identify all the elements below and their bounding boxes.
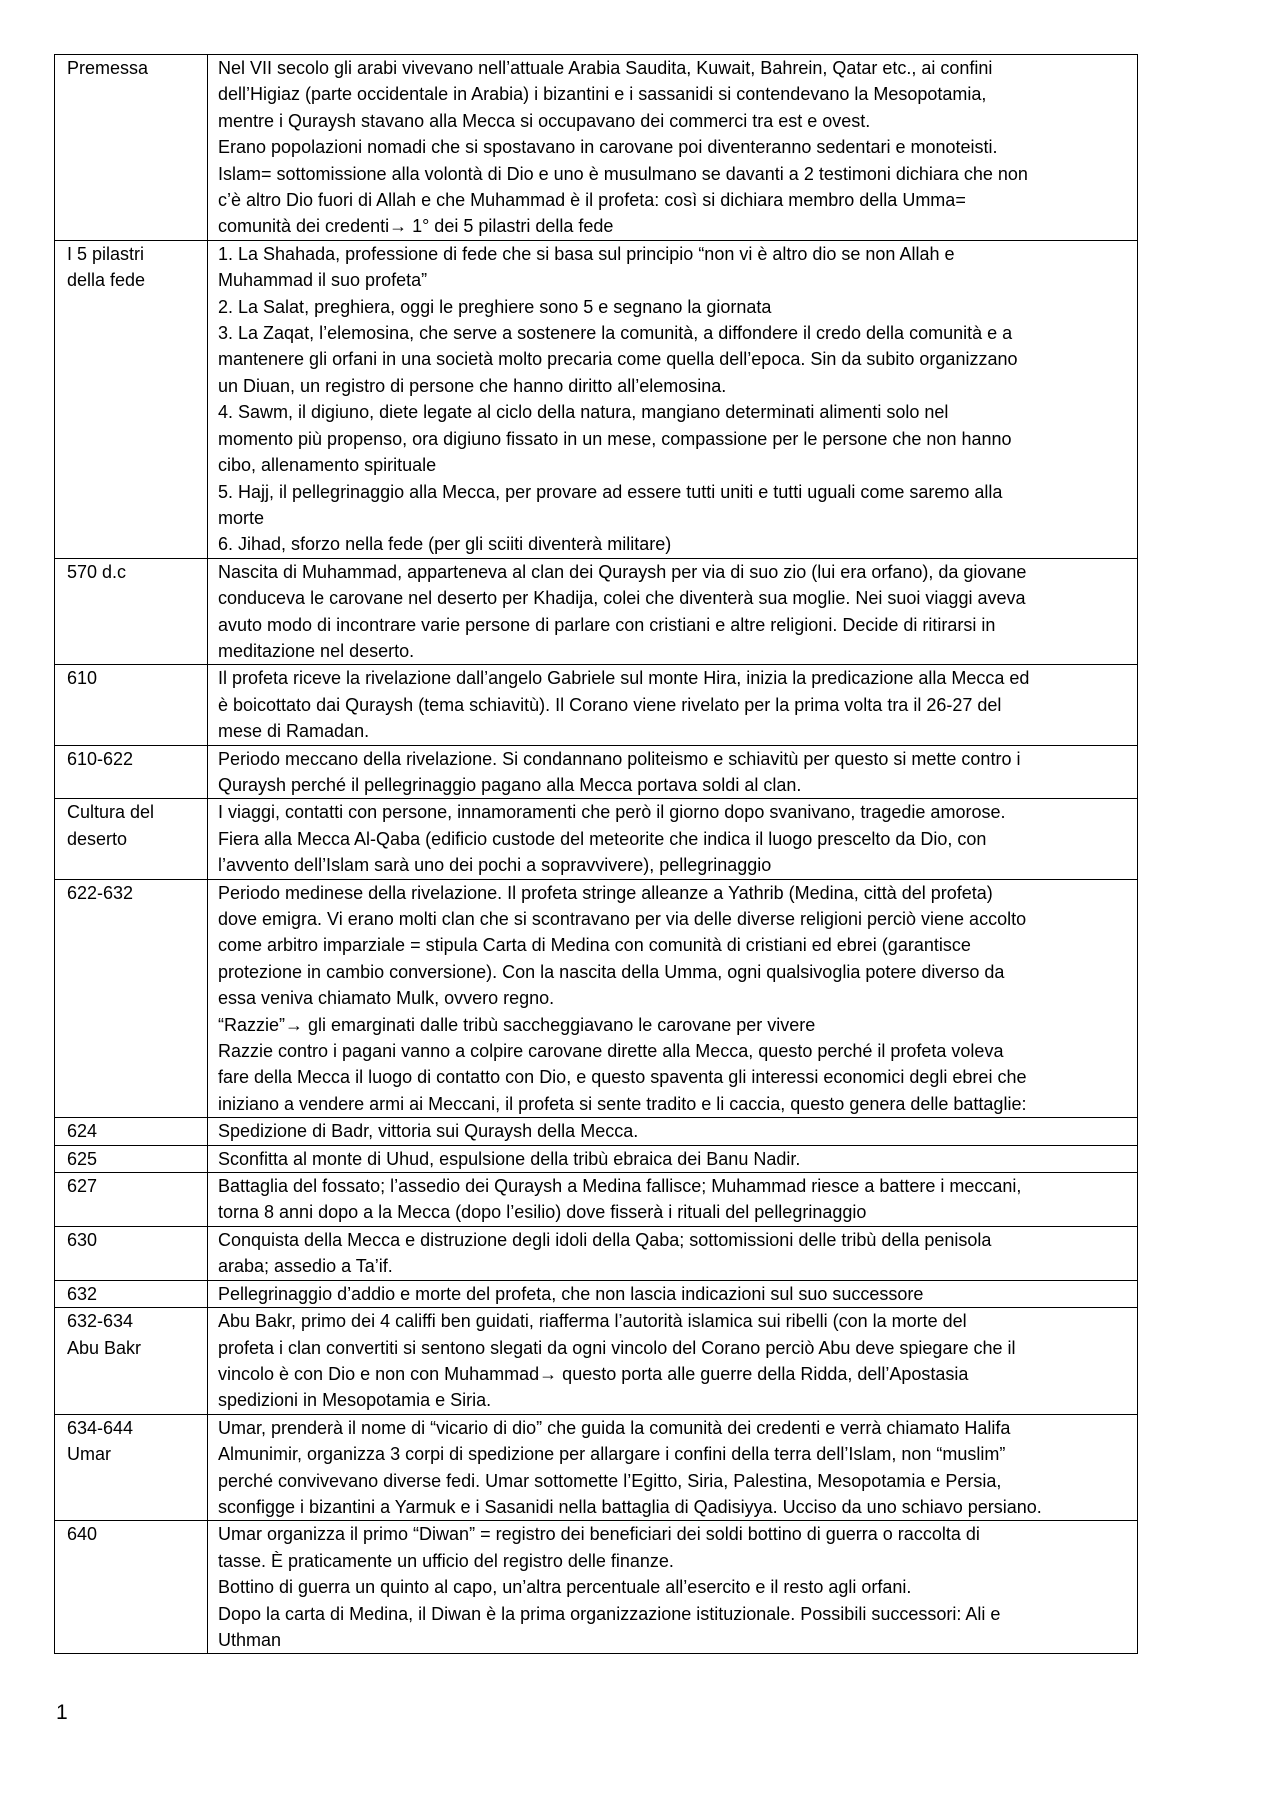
row-text-line: morte [218, 507, 265, 528]
row-text-line: spedizioni in Mesopotamia e Siria. [218, 1390, 492, 1411]
row-label-cell [55, 879, 208, 1118]
row-text-line: Sconfitta al monte di Uhud, espulsione della tribù ebraica dei Banu Nadir. [218, 1148, 801, 1169]
row-label-cell [55, 1118, 208, 1145]
row-label-line: 640 [67, 1524, 98, 1545]
row-text-line: Pellegrinaggio d’addio e morte del profeta, che non lascia indicazioni sul suo successore [218, 1283, 924, 1304]
row-label-cell [55, 1414, 208, 1521]
row-text-cell [208, 240, 1138, 558]
table-row [55, 240, 1138, 558]
row-text-cell [208, 1521, 1138, 1654]
row-label-cell [55, 1308, 208, 1415]
row-label-cell [55, 55, 208, 241]
row-text-line: è boicottato dai Quraysh (tema schiavitù). Il Corano viene rivelato per la prima volta tra il 26-27 del [218, 694, 1002, 715]
row-label-line: 632 [67, 1283, 98, 1304]
table-row [55, 1226, 1138, 1280]
row-text-line: Uthman [218, 1629, 282, 1650]
row-label-line: Premessa [67, 58, 149, 78]
row-text-line: mese di Ramadan. [218, 721, 370, 742]
row-text-cell [208, 55, 1138, 241]
table-row [55, 55, 1138, 241]
row-label-line: 630 [67, 1229, 98, 1250]
row-text-cell [208, 799, 1138, 879]
row-text-line: Umar organizza il primo “Diwan” = registro dei beneficiari dei soldi bottino di guerra o raccolta di [218, 1524, 980, 1545]
row-text-line: cibo, allenamento spirituale [218, 455, 437, 476]
row-text-line: essa veniva chiamato Mulk, ovvero regno. [218, 988, 555, 1009]
row-text-line: 6. Jihad, sforzo nella fede (per gli sciiti diventerà militare) [218, 534, 672, 555]
row-text-line: iniziano a vendere armi ai Meccani, il profeta si sente tradito e li caccia, questo genera delle battaglie: [218, 1093, 1027, 1114]
row-label-line: 610 [67, 668, 98, 689]
row-text-line: Bottino di guerra un quinto al capo, un’altra percentuale all’esercito e il resto agli orfani. [218, 1577, 912, 1598]
row-text-line: sconfigge i bizantini a Yarmuk e i Sasanidi nella battaglia di Qadisiyya. Ucciso da uno schiavo persiano. [218, 1496, 1042, 1517]
row-text-cell [208, 1226, 1138, 1280]
page-number: 1 [56, 1701, 68, 1724]
table-row [55, 1118, 1138, 1145]
row-text-line: momento più propenso, ora digiuno fissato in un mese, compassione per le persone che non hanno [218, 428, 1012, 449]
row-text-line: I viaggi, contatti con persone, innamoramenti che però il giorno dopo svanivano, tragedie amorose. [218, 802, 1006, 823]
row-text-line: Spedizione di Badr, vittoria sui Quraysh della Mecca. [218, 1121, 639, 1142]
row-label-line: 610-622 [67, 748, 134, 769]
table-row [55, 1414, 1138, 1521]
notes-table-body [55, 55, 1138, 1654]
table-row [55, 558, 1138, 665]
row-text-line: Periodo meccano della rivelazione. Si condannano politeismo e schiavitù per questo si mette contro i [218, 748, 1021, 769]
row-label-line: 627 [67, 1176, 98, 1197]
row-text-line: Razzie contro i pagani vanno a colpire carovane dirette alla Mecca, questo perché il profeta voleva [218, 1041, 1004, 1062]
row-text-line: Umar, prenderà il nome di “vicario di dio” che guida la comunità dei credenti e verrà chiamato Halifa [218, 1417, 1011, 1438]
row-text-line: dell’Higiaz (parte occidentale in Arabia) i bizantini e i sassanidi si contendevano la Mesopotamia, [218, 84, 987, 105]
table-row [55, 665, 1138, 745]
row-label-line: Umar [67, 1444, 111, 1465]
row-label-cell [55, 558, 208, 665]
row-label-line: I 5 pilastri [67, 243, 145, 264]
row-text-line: mentre i Quraysh stavano alla Mecca si occupavano dei commerci tra est e ovest. [218, 110, 871, 131]
table-row [55, 1521, 1138, 1654]
row-text-cell [208, 1173, 1138, 1227]
row-text-line: comunità dei credenti→ 1° dei 5 pilastri della fede [218, 216, 614, 237]
row-text-line: Battaglia del fossato; l’assedio dei Quraysh a Medina fallisce; Muhammad riesce a battere i meccani, [218, 1176, 1022, 1197]
table-row [55, 1308, 1138, 1415]
row-text-line: avuto modo di incontrare varie persone di parlare con cristiani e altre religioni. Decide di ritirarsi in [218, 614, 996, 635]
row-text-line: Conquista della Mecca e distruzione degli idoli della Qaba; sottomissioni delle tribù della penisola [218, 1229, 992, 1250]
row-text-cell [208, 1118, 1138, 1145]
row-label-cell [55, 240, 208, 558]
row-label-line: Cultura del [67, 802, 155, 823]
row-text-cell [208, 879, 1138, 1118]
row-label-line: 632-634 [67, 1311, 134, 1332]
row-text-line: Muhammad il suo profeta” [218, 270, 428, 291]
row-text-line: 2. La Salat, preghiera, oggi le preghiere sono 5 e segnano la giornata [218, 296, 772, 317]
row-text-line: l’avvento dell’Islam sarà uno dei pochi a sopravvivere), pellegrinaggio [218, 855, 772, 876]
row-text-cell [208, 1145, 1138, 1172]
row-label-line: 625 [67, 1148, 98, 1169]
row-text-cell [208, 558, 1138, 665]
row-text-line: Almunimir, organizza 3 corpi di spedizione per allargare i confini della terra dell’Islam, non “muslim” [218, 1444, 1006, 1465]
row-label-cell [55, 1521, 208, 1654]
row-text-line: mantenere gli orfani in una società molto precaria come quella dell’epoca. Sin da subito organizzano [218, 349, 1018, 370]
row-text-line: 1. La Shahada, professione di fede che si basa sul principio “non vi è altro dio se non Allah e [218, 243, 955, 264]
row-label-cell [55, 799, 208, 879]
table-row [55, 1173, 1138, 1227]
row-label-cell [55, 1145, 208, 1172]
row-text-line: un Diuan, un registro di persone che hanno diritto all’elemosina. [218, 375, 727, 396]
notes-table [54, 54, 1138, 1654]
row-text-line: vincolo è con Dio e non con Muhammad→ questo porta alle guerre della Ridda, dell’Apostasia [218, 1363, 969, 1384]
row-label-line: 624 [67, 1121, 98, 1142]
row-text-line: Periodo medinese della rivelazione. Il profeta stringe alleanze a Yathrib (Medina, città del profeta) [218, 882, 993, 903]
row-label-line: deserto [67, 828, 128, 849]
row-text-line: Fiera alla Mecca Al-Qaba (edificio custode del meteorite che indica il luogo prescelto da Dio, con [218, 828, 987, 849]
row-text-cell [208, 665, 1138, 745]
row-text-line: conduceva le carovane nel deserto per Khadija, colei che diventerà sua moglie. Nei suoi viaggi aveva [218, 588, 1026, 609]
table-row [55, 1145, 1138, 1172]
row-text-line: Quraysh perché il pellegrinaggio pagano alla Mecca portava soldi al clan. [218, 774, 802, 795]
row-text-line: 3. La Zaqat, l’elemosina, che serve a sostenere la comunità, a diffondere il credo della comunità e a [218, 323, 1013, 344]
row-text-line: araba; assedio a Ta’if. [218, 1256, 393, 1277]
row-text-line: Erano popolazioni nomadi che si spostavano in carovane poi diventeranno sedentari e monoteisti. [218, 137, 998, 158]
row-text-line: perché convivevano diverse fedi. Umar sottomette l’Egitto, Siria, Palestina, Mesopotamia e Persia, [218, 1470, 1002, 1491]
table-row [55, 745, 1138, 799]
row-text-line: “Razzie”→ gli emarginati dalle tribù saccheggiavano le carovane per vivere [218, 1014, 816, 1035]
row-text-line: profeta i clan convertiti si sentono slegati da ogni vincolo del Corano perciò Abu deve spiegare che il [218, 1337, 1016, 1358]
row-label-cell [55, 745, 208, 799]
row-text-line: torna 8 anni dopo a la Mecca (dopo l’esilio) dove fisserà i rituali del pellegrinaggio [218, 1202, 867, 1223]
row-text-line: c’è altro Dio fuori di Allah e che Muhammad è il profeta: così si dichiara membro della Umma= [218, 190, 966, 211]
row-text-line: tasse. È praticamente un ufficio del registro delle finanze. [218, 1550, 674, 1571]
row-label-cell [55, 1280, 208, 1307]
row-label-line: Abu Bakr [67, 1337, 142, 1358]
table-row [55, 799, 1138, 879]
row-label-cell [55, 665, 208, 745]
row-label-line: 634-644 [67, 1417, 134, 1438]
row-text-cell [208, 1414, 1138, 1521]
row-text-line: Abu Bakr, primo dei 4 califfi ben guidati, riafferma l’autorità islamica sui ribelli (con la morte del [218, 1311, 967, 1332]
row-text-line: Nascita di Muhammad, apparteneva al clan dei Quraysh per via di suo zio (lui era orfano), da giovane [218, 561, 1027, 582]
row-text-cell [208, 1308, 1138, 1415]
table-row [55, 879, 1138, 1118]
row-label-line: della fede [67, 270, 146, 291]
row-label-line: 622-632 [67, 882, 134, 903]
row-text-line: 5. Hajj, il pellegrinaggio alla Mecca, per provare ad essere tutti uniti e tutti uguali come saremo alla [218, 481, 1003, 502]
row-text-line: Il profeta riceve la rivelazione dall’angelo Gabriele sul monte Hira, inizia la predicazione alla Mecca ed [218, 668, 1030, 689]
row-text-line: meditazione nel deserto. [218, 640, 415, 661]
row-text-line: protezione in cambio conversione). Con la nascita della Umma, ogni qualsivoglia potere diverso da [218, 961, 1005, 982]
row-label-cell [55, 1226, 208, 1280]
row-text-line: dove emigra. Vi erano molti clan che si scontravano per via delle diverse religioni perciò viene accolto [218, 909, 1027, 929]
row-text-line: Islam= sottomissione alla volontà di Dio e uno è musulmano se davanti a 2 testimoni dichiara che non [218, 163, 1028, 184]
row-text-cell [208, 1280, 1138, 1307]
table-row [55, 1280, 1138, 1307]
row-text-line: come arbitro imparziale = stipula Carta di Medina con comunità di cristiani ed ebrei (garantisce [218, 935, 971, 956]
row-text-line: Nel VII secolo gli arabi vivevano nell’attuale Arabia Saudita, Kuwait, Bahrein, Qatar etc., ai confini [218, 58, 993, 78]
row-text-cell [208, 745, 1138, 799]
row-text-line: fare della Mecca il luogo di contatto con Dio, e questo spaventa gli interessi economici degli ebrei che [218, 1067, 1027, 1088]
row-text-line: 4. Sawm, il digiuno, diete legate al ciclo della natura, mangiano determinati alimenti solo nel [218, 402, 949, 423]
row-label-line: 570 d.c [67, 561, 127, 582]
row-label-cell [55, 1173, 208, 1227]
row-text-line: Dopo la carta di Medina, il Diwan è la prima organizzazione istituzionale. Possibili successori: Ali e [218, 1603, 1001, 1624]
